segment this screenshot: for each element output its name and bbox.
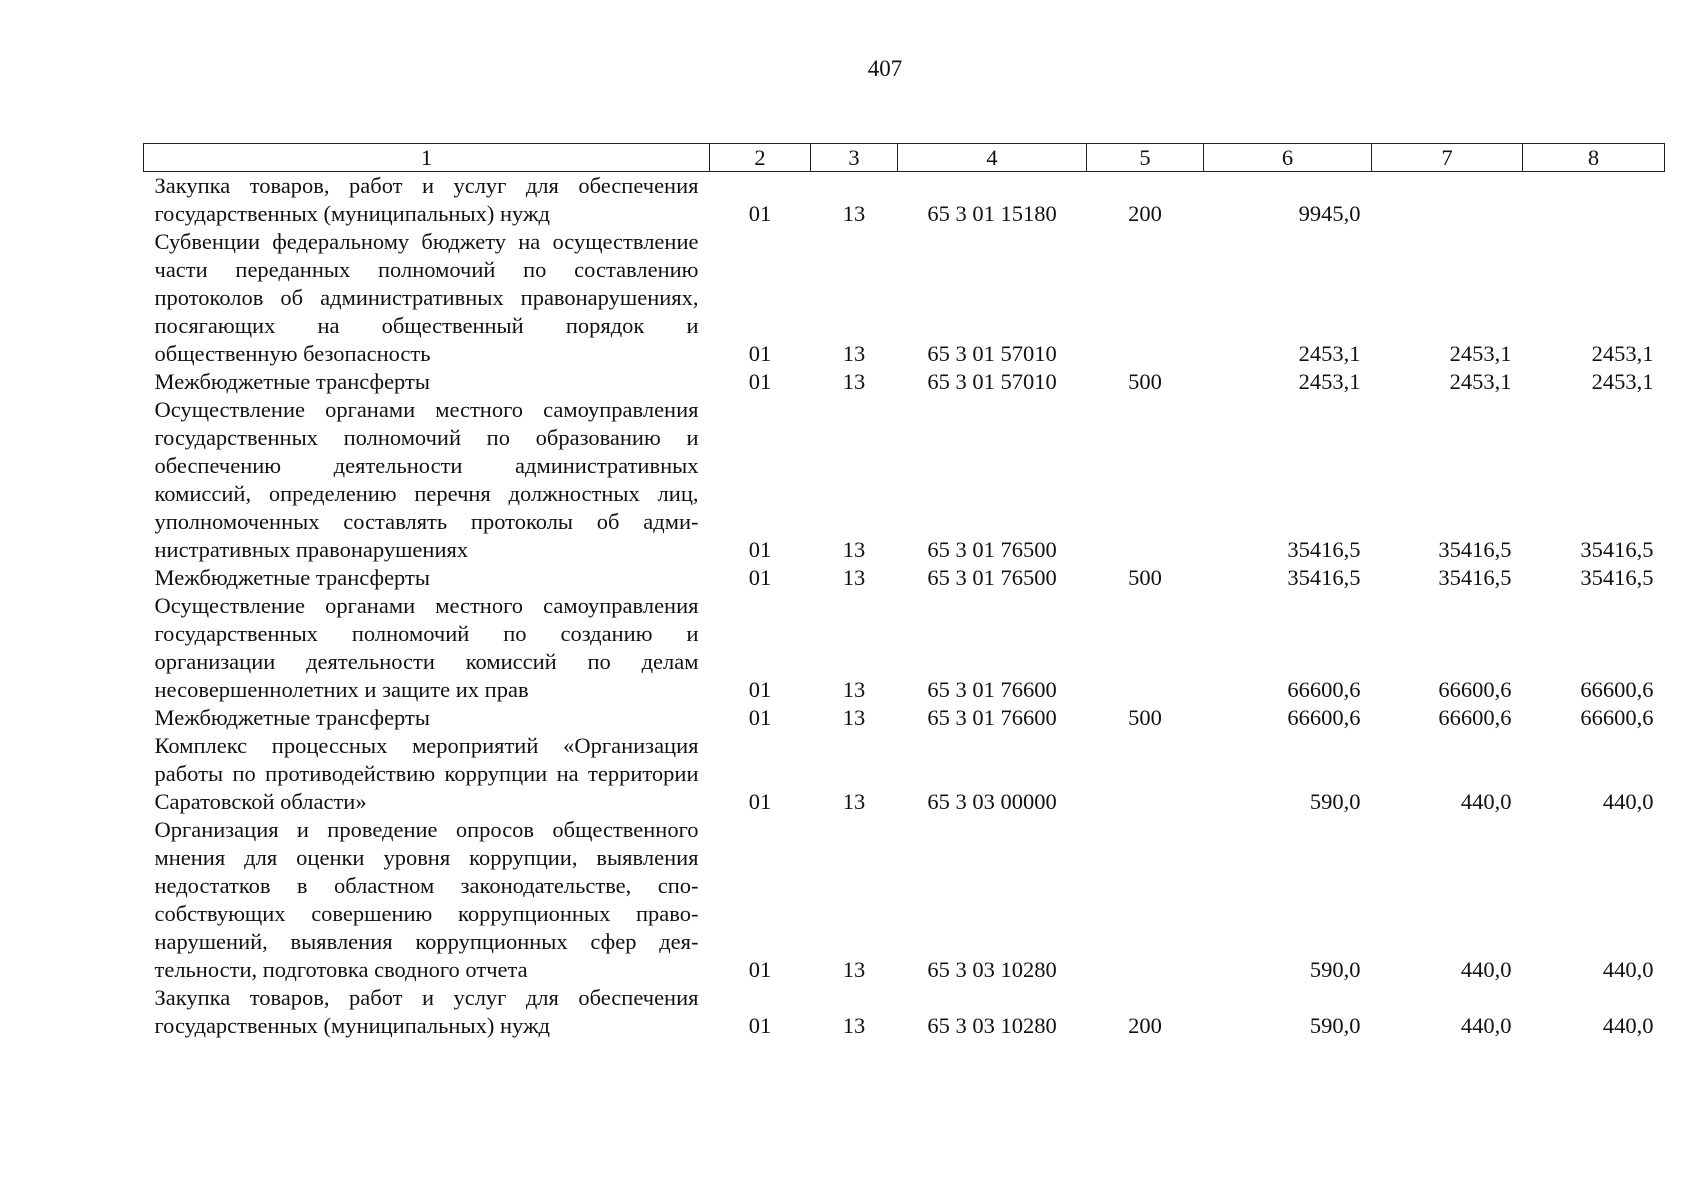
table-row — [144, 368, 1665, 396]
row-section: 01 — [748, 341, 772, 366]
header-col-4: 4 — [898, 144, 1087, 172]
row-section: 01 — [748, 677, 772, 702]
row-name: Организация и проведение опросов общественного мнения для оценки уровня коррупции, выявления недостатков в областном законодательстве, способствующих совершению коррупционных правонарушений, выявления коррупционных сфер деятельности, подготовка сводного отчета — [154, 817, 699, 982]
table-row — [144, 816, 1665, 984]
table-row — [144, 172, 1665, 229]
row-section: 01 — [748, 369, 772, 394]
row-name: Закупка товаров, работ и услуг для обеспечения государственных (муниципальных) нужд — [154, 985, 699, 1038]
row-amount-8: 440,0 — [1602, 957, 1654, 982]
row-name: Межбюджетные трансферты — [154, 369, 430, 394]
row-amount-6: 590,0 — [1309, 789, 1361, 814]
row-amount-7: 66600,6 — [1438, 705, 1512, 730]
row-target-code: 65 3 01 76600 — [927, 677, 1057, 702]
row-subsection: 13 — [842, 341, 866, 366]
row-target-code: 65 3 01 57010 — [927, 369, 1057, 394]
header-col-5: 5 — [1087, 144, 1204, 172]
row-amount-6: 9945,0 — [1298, 201, 1361, 226]
row-amount-7: 440,0 — [1460, 957, 1512, 982]
row-name: Межбюджетные трансферты — [154, 565, 430, 590]
row-section: 01 — [748, 957, 772, 982]
row-amount-8: 66600,6 — [1580, 677, 1654, 702]
row-subsection: 13 — [842, 201, 866, 226]
row-subsection: 13 — [842, 677, 866, 702]
row-section: 01 — [748, 789, 772, 814]
row-amount-6: 2453,1 — [1298, 369, 1361, 394]
row-expense-type: 500 — [1128, 705, 1162, 730]
row-section: 01 — [748, 201, 772, 226]
row-target-code: 65 3 01 76500 — [927, 537, 1057, 562]
row-target-code: 65 3 03 10280 — [927, 957, 1057, 982]
row-target-code: 65 3 01 15180 — [927, 201, 1057, 226]
row-amount-6: 66600,6 — [1287, 677, 1361, 702]
row-subsection: 13 — [842, 957, 866, 982]
row-amount-8: 66600,6 — [1580, 705, 1654, 730]
row-target-code: 65 3 03 00000 — [927, 789, 1057, 814]
row-amount-8: 35416,5 — [1580, 537, 1654, 562]
header-col-3: 3 — [811, 144, 898, 172]
row-expense-type — [1087, 592, 1204, 704]
row-amount-8: 2453,1 — [1591, 341, 1654, 366]
table-row — [144, 228, 1665, 368]
row-amount-8 — [1523, 172, 1665, 229]
row-target-code: 65 3 03 10280 — [927, 1013, 1057, 1038]
row-amount-7: 66600,6 — [1438, 677, 1512, 702]
row-amount-7: 35416,5 — [1438, 537, 1512, 562]
table-row — [144, 592, 1665, 704]
row-subsection: 13 — [842, 369, 866, 394]
row-amount-7: 2453,1 — [1449, 369, 1512, 394]
row-section: 01 — [748, 537, 772, 562]
table-row — [144, 396, 1665, 564]
row-expense-type: 200 — [1128, 1013, 1162, 1038]
row-name: Субвенции федеральному бюджету на осуществление части переданных полномочий по составлению протоколов об административных правонарушениях, посягающих на общественный порядок и общественную безопасность — [154, 229, 699, 366]
row-amount-7 — [1372, 172, 1523, 229]
row-name: Осуществление органами местного самоуправления государственных полномочий по созданию и организации деятельности комиссий по делам несовершеннолетних и защите их прав — [154, 593, 699, 702]
row-amount-6: 35416,5 — [1287, 537, 1361, 562]
row-amount-8: 440,0 — [1602, 1013, 1654, 1038]
row-amount-8: 2453,1 — [1591, 369, 1654, 394]
row-expense-type: 500 — [1128, 565, 1162, 590]
row-name: Межбюджетные трансферты — [154, 705, 430, 730]
header-col-6: 6 — [1204, 144, 1372, 172]
row-subsection: 13 — [842, 705, 866, 730]
row-amount-8: 35416,5 — [1580, 565, 1654, 590]
row-subsection: 13 — [842, 789, 866, 814]
row-amount-6: 66600,6 — [1287, 705, 1361, 730]
table-header — [144, 144, 1665, 172]
row-expense-type — [1087, 732, 1204, 816]
header-col-1: 1 — [144, 144, 710, 172]
row-expense-type: 500 — [1128, 369, 1162, 394]
row-section: 01 — [748, 1013, 772, 1038]
row-amount-7: 35416,5 — [1438, 565, 1512, 590]
row-target-code: 65 3 01 57010 — [927, 341, 1057, 366]
table-row — [144, 732, 1665, 816]
row-amount-6: 590,0 — [1309, 957, 1361, 982]
header-col-7: 7 — [1372, 144, 1523, 172]
table-row — [144, 704, 1665, 732]
row-section: 01 — [748, 565, 772, 590]
row-subsection: 13 — [842, 565, 866, 590]
header-col-8: 8 — [1523, 144, 1665, 172]
row-target-code: 65 3 01 76600 — [927, 705, 1057, 730]
row-amount-7: 440,0 — [1460, 789, 1512, 814]
row-amount-7: 2453,1 — [1449, 341, 1512, 366]
row-amount-8: 440,0 — [1602, 789, 1654, 814]
table-row — [144, 984, 1665, 1040]
row-expense-type — [1087, 396, 1204, 564]
row-amount-6: 35416,5 — [1287, 565, 1361, 590]
row-name: Комплекс процессных мероприятий «Организация работы по противодействию коррупции на территории Саратовской области» — [154, 733, 699, 814]
page-number: 407 — [867, 56, 903, 81]
header-row — [144, 144, 1665, 172]
row-amount-6: 590,0 — [1309, 1013, 1361, 1038]
row-name: Осуществление органами местного самоуправления государственных полномочий по образованию и обеспечению деятельности административных комиссий, определению перечня должностных лиц, уполномоченных составлять протоколы об административных правонарушениях — [154, 397, 699, 562]
header-col-2: 2 — [710, 144, 811, 172]
row-expense-type: 200 — [1128, 201, 1162, 226]
row-subsection: 13 — [842, 537, 866, 562]
row-section: 01 — [748, 705, 772, 730]
row-target-code: 65 3 01 76500 — [927, 565, 1057, 590]
row-amount-6: 2453,1 — [1298, 341, 1361, 366]
row-amount-7: 440,0 — [1460, 1013, 1512, 1038]
table-body — [144, 172, 1665, 1041]
table-row — [144, 564, 1665, 592]
row-expense-type — [1087, 228, 1204, 368]
row-subsection: 13 — [842, 1013, 866, 1038]
row-expense-type — [1087, 816, 1204, 984]
budget-table — [143, 143, 1665, 1040]
row-name: Закупка товаров, работ и услуг для обеспечения государственных (муниципальных) нужд — [154, 173, 699, 226]
